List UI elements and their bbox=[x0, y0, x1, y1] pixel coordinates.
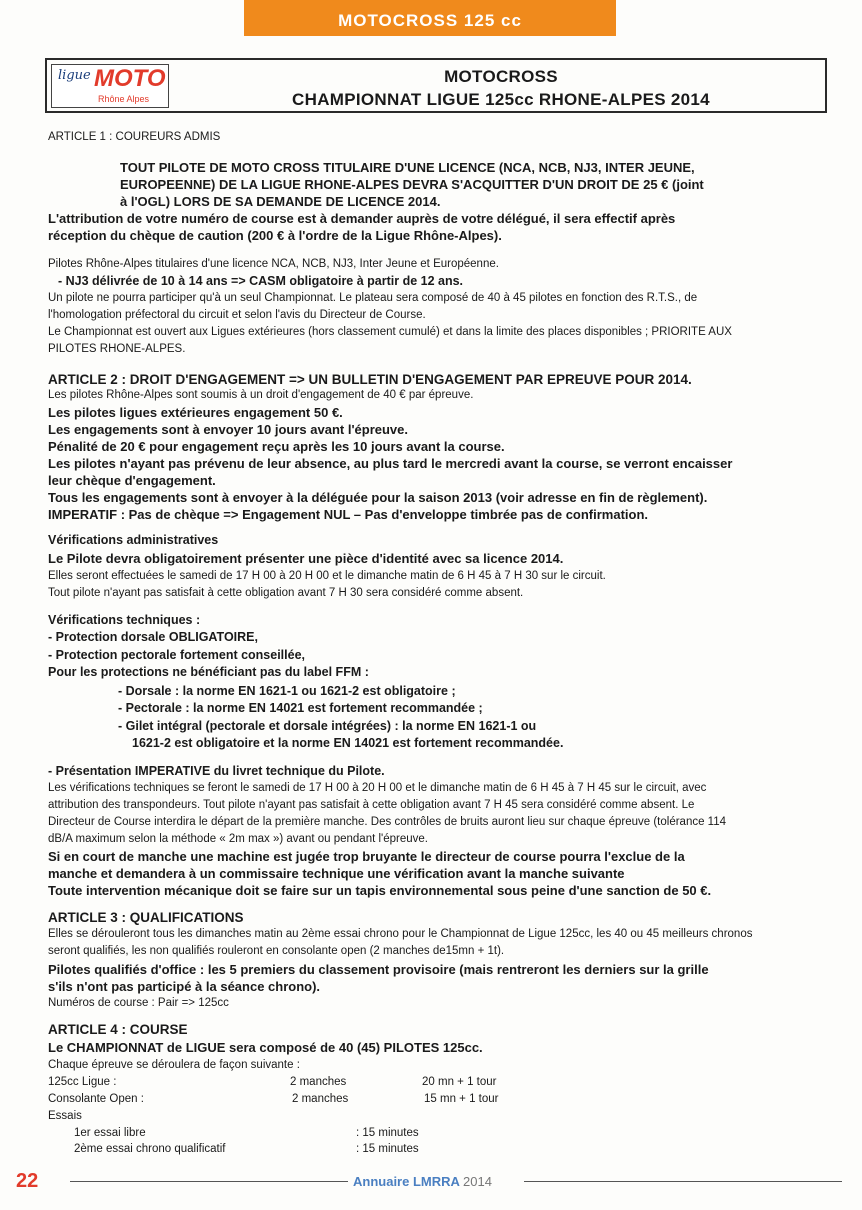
paragraph-line: Numéros de course : Pair => 125cc bbox=[48, 997, 229, 1009]
paragraph-line: Pilotes qualifiés d'office : les 5 premiers du classement provisoire (mais rentreront les derniers sur la grille bbox=[48, 962, 709, 977]
paragraph-line: IMPERATIF : Pas de chèque => Engagement NUL – Pas d'enveloppe timbrée pas de confirmation. bbox=[48, 507, 649, 522]
paragraph-line: PILOTES RHONE-ALPES. bbox=[48, 343, 186, 355]
header-title: MOTOCROSS bbox=[444, 67, 558, 86]
paragraph-line: manche et demandera à un commissaire technique une vérification avant la manche suivante bbox=[48, 866, 625, 881]
header-subtitle: CHAMPIONNAT LIGUE 125cc RHONE-ALPES 2014 bbox=[292, 90, 710, 109]
paragraph-line: L'attribution de votre numéro de course est à demander auprès de votre délégué, il sera effectif après bbox=[48, 211, 676, 226]
paragraph-line: Chaque épreuve se déroulera de façon suivante : bbox=[48, 1059, 300, 1071]
paragraph-line: Les pilotes Rhône-Alpes sont soumis à un droit d'engagement de 40 € par épreuve. bbox=[48, 389, 474, 401]
paragraph-line: Pénalité de 20 € pour engagement reçu après les 10 jours avant la course. bbox=[48, 439, 505, 454]
paragraph-line: Le CHAMPIONNAT de LIGUE sera composé de 40 (45) PILOTES 125cc. bbox=[48, 1040, 483, 1055]
paragraph-line: Les pilotes ligues extérieures engagement 50 €. bbox=[48, 405, 343, 420]
verifications-tech-heading: Vérifications techniques : bbox=[48, 613, 201, 627]
paragraph-line: Pour les protections ne bénéficiant pas du label FFM : bbox=[48, 665, 369, 679]
paragraph-line: Elles seront effectuées le samedi de 17 H 00 à 20 H 00 et le dimanche matin de 6 H 45 à 7 H 30 sur le circuit. bbox=[48, 570, 606, 582]
paragraph-line: s'ils n'ont pas participé à la séance chrono). bbox=[48, 979, 321, 994]
schedule-manches: 2 manches bbox=[292, 1093, 349, 1105]
footer-rule-right bbox=[524, 1181, 842, 1182]
paragraph-line: - Présentation IMPERATIVE du livret technique du Pilote. bbox=[48, 764, 385, 778]
paragraph-line: Si en court de manche une machine est jugée trop bruyante le directeur de course pourra l'exclue de la bbox=[48, 849, 685, 864]
verifications-admin-heading: Vérifications administratives bbox=[48, 533, 219, 547]
paragraph-line: EUROPEENNE) DE LA LIGUE RHONE-ALPES DEVRA S'ACQUITTER D'UN DROIT DE 25 € (joint bbox=[120, 177, 704, 192]
logo-ligue-text: ligue bbox=[58, 68, 91, 83]
paragraph-line: leur chèque d'engagement. bbox=[48, 473, 216, 488]
paragraph-line: - Dorsale : la norme EN 1621-1 ou 1621-2 est obligatoire ; bbox=[118, 684, 456, 698]
page-number: 22 bbox=[16, 1170, 39, 1192]
paragraph-line: Toute intervention mécanique doit se faire sur un tapis environnemental sous peine d'une sanction de 50 €. bbox=[48, 883, 712, 898]
article-3-heading: ARTICLE 3 : QUALIFICATIONS bbox=[48, 910, 244, 925]
paragraph-line: Les pilotes n'ayant pas prévenu de leur absence, au plus tard le mercredi avant la course, se verront encaisser bbox=[48, 456, 733, 471]
header-box bbox=[45, 58, 827, 113]
article-1-heading: ARTICLE 1 : COUREURS ADMIS bbox=[48, 131, 221, 143]
ligue-moto-logo bbox=[51, 64, 169, 108]
footer-annuaire-label: Annuaire LMRRA bbox=[353, 1174, 460, 1189]
essai-duree: : 15 minutes bbox=[356, 1127, 419, 1139]
paragraph-line: à l'OGL) LORS DE SA DEMANDE DE LICENCE 2014. bbox=[120, 194, 441, 209]
logo-region-text: Rhône Alpes bbox=[98, 94, 150, 104]
paragraph-line: Elles se dérouleront tous les dimanches matin au 2ème essai chrono pour le Championnat de Ligue 125cc, les 40 ou 45 meilleurs chronos bbox=[48, 928, 753, 940]
paragraph-line: - Gilet intégral (pectorale et dorsale intégrées) : la norme EN 1621-1 ou bbox=[118, 719, 537, 733]
footer-annuaire bbox=[353, 1174, 492, 1189]
article-2-heading: ARTICLE 2 : DROIT D'ENGAGEMENT => UN BULLETIN D'ENGAGEMENT PAR EPREUVE POUR 2014. bbox=[48, 372, 692, 387]
essai-label: 2ème essai chrono qualificatif bbox=[74, 1143, 226, 1155]
paragraph-line: dB/A maximum selon la méthode « 2m max ») avant ou pendant l'épreuve. bbox=[48, 833, 428, 845]
paragraph-line: attribution des transpondeurs. Tout pilote n'ayant pas satisfait à cette obligation avant 7 H 45 sera considéré comme absent. Le bbox=[48, 799, 695, 811]
paragraph-line: Tout pilote n'ayant pas satisfait à cette obligation avant 7 H 30 sera considéré comme absent. bbox=[48, 587, 524, 599]
paragraph-line: seront qualifiés, les non qualifiés rouleront en consolante open (2 manches de15mn + 1t). bbox=[48, 945, 505, 957]
paragraph-line: réception du chèque de caution (200 € à l'ordre de la Ligue Rhône-Alpes). bbox=[48, 228, 502, 243]
footer-year: 2014 bbox=[463, 1174, 492, 1189]
paragraph-line: Le Pilote devra obligatoirement présenter une pièce d'identité avec sa licence 2014. bbox=[48, 551, 564, 566]
paragraph-line: Les engagements sont à envoyer 10 jours avant l'épreuve. bbox=[48, 422, 409, 437]
paragraph-line: Le Championnat est ouvert aux Ligues extérieures (hors classement cumulé) et dans la limite des places disponibles ; PRIORITE AUX bbox=[48, 326, 732, 338]
paragraph-line: Directeur de Course interdira le départ de la première manche. Des contrôles de bruits auront lieu sur chaque épreuve (tolérance 114 bbox=[48, 816, 727, 828]
essais-title: Essais bbox=[48, 1110, 82, 1122]
paragraph-line: Pilotes Rhône-Alpes titulaires d'une licence NCA, NCB, NJ3, Inter Jeune et Européenne. bbox=[48, 258, 499, 270]
schedule-duree: 20 mn + 1 tour bbox=[422, 1076, 497, 1088]
schedule-manches: 2 manches bbox=[290, 1076, 347, 1088]
section-banner: MOTOCROSS 125 cc bbox=[244, 0, 616, 36]
footer-rule-left bbox=[70, 1181, 348, 1182]
article-4-heading: ARTICLE 4 : COURSE bbox=[48, 1022, 188, 1037]
schedule-label: 125cc Ligue : bbox=[48, 1076, 117, 1088]
paragraph-line: - Protection pectorale fortement conseillée, bbox=[48, 648, 306, 662]
paragraph-line: Tous les engagements sont à envoyer à la déléguée pour la saison 2013 (voir adresse en fin de règlement). bbox=[48, 490, 708, 505]
paragraph-line: TOUT PILOTE DE MOTO CROSS TITULAIRE D'UNE LICENCE (NCA, NCB, NJ3, INTER JEUNE, bbox=[120, 160, 695, 175]
logo-moto-text: MOTO bbox=[94, 65, 166, 92]
paragraph-line: Les vérifications techniques se feront le samedi de 17 H 00 à 20 H 00 et le dimanche matin de 6 H 45 à 7 H 45 sur le circuit, avec bbox=[48, 782, 707, 794]
schedule-label: Consolante Open : bbox=[48, 1093, 144, 1105]
paragraph-line: Un pilote ne pourra participer qu'à un seul Championnat. Le plateau sera composé de 40 à 45 pilotes en fonction des R.T.S., de bbox=[48, 292, 698, 304]
paragraph-line: - NJ3 délivrée de 10 à 14 ans => CASM obligatoire à partir de 12 ans. bbox=[58, 274, 464, 288]
essai-label: 1er essai libre bbox=[74, 1127, 146, 1139]
paragraph-line: l'homologation préfectoral du circuit et selon l'avis du Directeur de Course. bbox=[48, 309, 426, 321]
paragraph-line: - Pectorale : la norme EN 14021 est fortement recommandée ; bbox=[118, 701, 483, 715]
paragraph-line: - Protection dorsale OBLIGATOIRE, bbox=[48, 630, 258, 644]
essai-duree: : 15 minutes bbox=[356, 1143, 419, 1155]
paragraph-line: 1621-2 est obligatoire et la norme EN 14021 est fortement recommandée. bbox=[132, 736, 564, 750]
schedule-duree: 15 mn + 1 tour bbox=[424, 1093, 499, 1105]
